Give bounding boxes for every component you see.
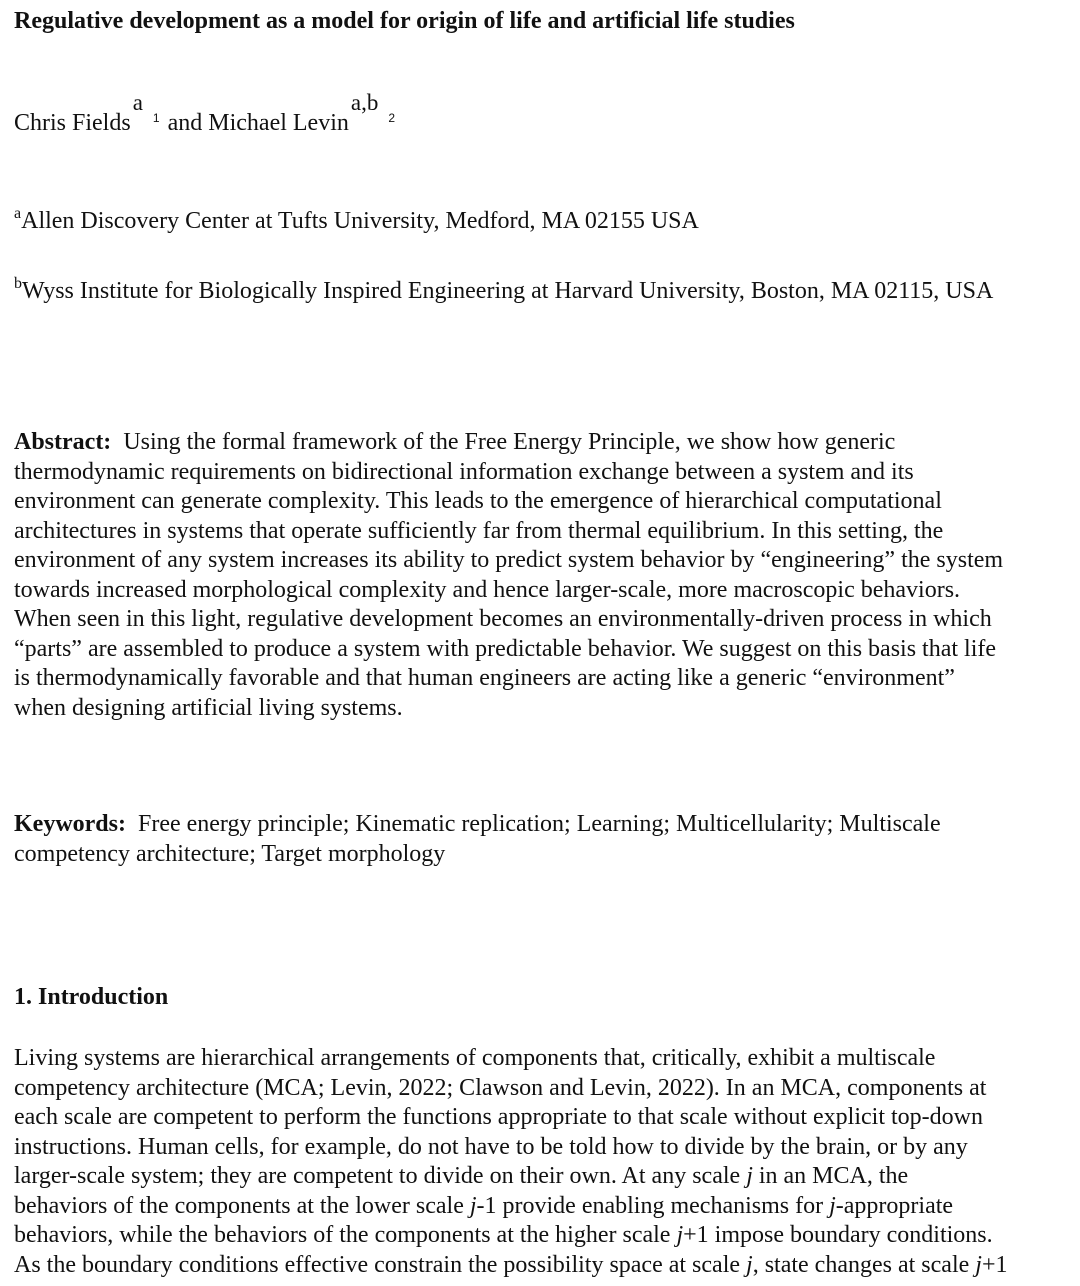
paper-title: Regulative development as a model for origin of life and artificial life studies [14, 8, 795, 34]
affiliation-b [14, 275, 994, 305]
abstract-line: environment can generate complexity. This leads to the emergence of hierarchical computational [14, 488, 942, 514]
abstract-label: Abstract: [14, 429, 112, 455]
intro-line: larger-scale system; they are competent to divide on their own. At any scale j in an MCA, the [14, 1163, 909, 1189]
author-affil-mark: a,b [350, 90, 379, 115]
abstract-text: Using the formal framework of the Free Energy Principle, we show how generic [123, 429, 896, 455]
intro-line: competency architecture (MCA; Levin, 2022; Clawson and Levin, 2022). In an MCA, components at [14, 1074, 987, 1101]
introduction-body [14, 1044, 1074, 1280]
keywords-label: Keywords: [14, 811, 126, 837]
keywords-text: Free energy principle; Kinematic replication; Learning; Multicellularity; Multiscale [137, 811, 941, 837]
abstract-line: When seen in this light, regulative development becomes an environmentally-driven process in which [14, 606, 992, 632]
keywords [14, 810, 1074, 869]
affiliation-text: Allen Discovery Center at Tufts University, Medford, MA 02155 USA [21, 208, 699, 234]
author-list [14, 90, 403, 137]
author-name: Chris Fields [14, 110, 131, 136]
intro-line: behaviors, while the behaviors of the components at the higher scale j+1 impose boundary conditions. [14, 1222, 993, 1248]
abstract-line: when designing artificial living systems. [14, 694, 403, 721]
author-name: Michael Levin [208, 110, 349, 136]
affiliation-mark: b [14, 275, 22, 292]
abstract-line: environment of any system increases its ability to predict system behavior by “engineering” the system [14, 547, 1004, 573]
affiliation-a [14, 205, 699, 235]
abstract [14, 428, 1074, 723]
affiliation-text: Wyss Institute for Biologically Inspired Engineering at Harvard University, Boston, MA 02115, USA [22, 278, 994, 304]
authors-joiner: and [167, 110, 203, 136]
author-footnote-mark: 2 [388, 111, 396, 125]
intro-line: each scale are competent to perform the functions appropriate to that scale without explicit top-down [14, 1104, 983, 1130]
abstract-line [14, 428, 1074, 458]
intro-line: Living systems are hierarchical arrangements of components that, critically, exhibit a multiscale [14, 1045, 936, 1071]
author-footnote-mark: 1 [152, 111, 160, 125]
affiliation-mark: a [14, 205, 22, 222]
section-heading-introduction: 1. Introduction [14, 984, 169, 1010]
abstract-line: “parts” are assembled to produce a system with predictable behavior. We suggest on this basis that life [14, 635, 997, 662]
intro-line: behaviors of the components at the lower scale j-1 provide enabling mechanisms for j-appropriate [14, 1192, 954, 1219]
abstract-line: thermodynamic requirements on bidirectional information exchange between a system and its [14, 458, 914, 485]
abstract-line: is thermodynamically favorable and that human engineers are acting like a generic “environment” [14, 665, 955, 691]
keywords-line: competency architecture; Target morphology [14, 840, 446, 867]
intro-line: As the boundary conditions effective constrain the possibility space at scale j, state changes at scale j+1 [14, 1251, 1008, 1278]
abstract-line: architectures in systems that operate sufficiently far from thermal equilibrium. In this setting, the [14, 517, 944, 544]
keywords-line [14, 810, 1074, 840]
intro-line: instructions. Human cells, for example, do not have to be told how to divide by the brain, or by any [14, 1133, 968, 1160]
abstract-line: towards increased morphological complexity and hence larger-scale, more macroscopic behaviors. [14, 576, 961, 603]
author-affil-mark: a [132, 90, 143, 115]
